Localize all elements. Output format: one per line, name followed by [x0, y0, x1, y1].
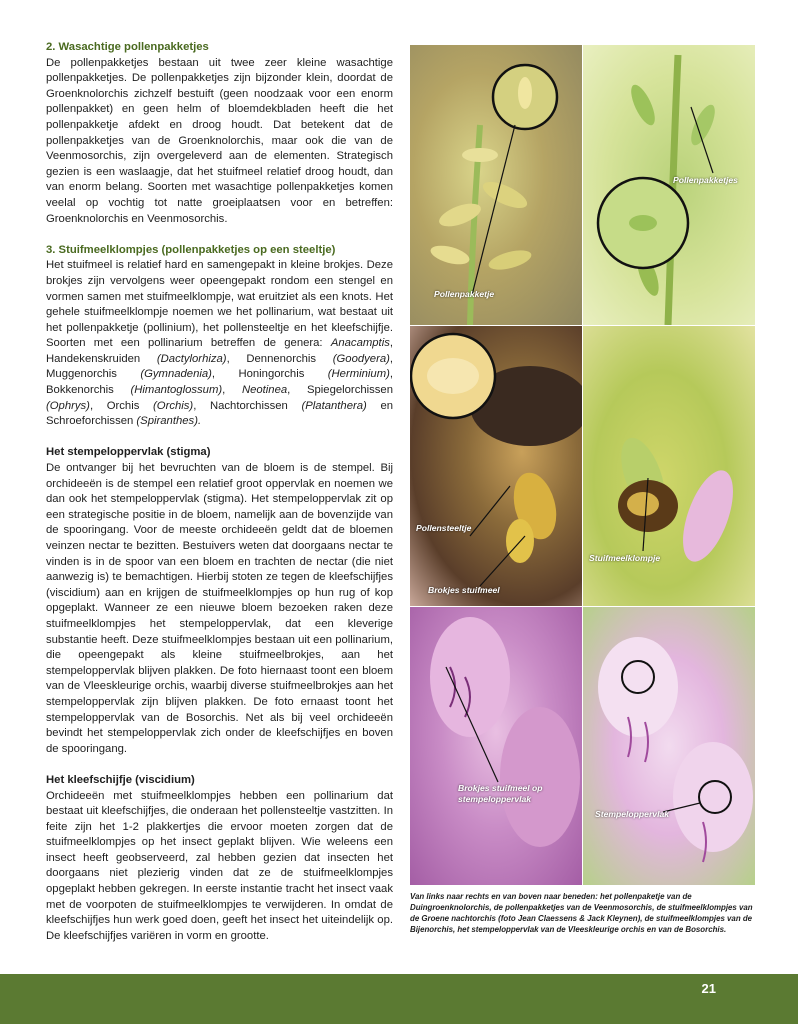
genus-platanthera: (Platanthera): [301, 399, 367, 412]
article-text-column: [46, 40, 393, 944]
label-brokjes-stuifmeel: Brokjes stuifmeel: [428, 585, 500, 595]
common-schroeforchissen: en Schroeforchissen: [46, 399, 394, 428]
page-number: 21: [701, 981, 716, 996]
label-stempeloppervlak: Stempeloppervlak: [595, 809, 670, 819]
photo-drawing: [583, 607, 755, 885]
common-dennenorchis: Dennenorchis: [246, 352, 317, 365]
common-handekenskruiden: Handekenskruiden: [46, 352, 141, 365]
photo-drawing: [583, 45, 755, 325]
section-body-wax-pollen: De pollenpakketjes bestaan uit twee zeer kleine wasachtige pollenpakketjes. De pollenpakketjes zijn bijzonder klein, doordat de Groenknolorchis zichzelf bestuift (geen noodzaak voor een enorm pollenpakket) en geen helm of bloemdekbladen heeft die het pollenpakketje afdekt en droog houdt. Dat betekent dat de pollenpakketjes van de Groenknolorchis, maar ook die van de Veenmosorchis, zijn overgeleverd aan de elementen. Strategisch gezien is een waslaagje, dat het stuifmeel relatief droog houdt, dan van enorm belang. Soorten met wasachtige pollenpakketjes komen veelal op vochtig tot natte groeiplaatsen voor en betreffen: Groenknolorchis en Veenmosorchis.: [46, 56, 393, 225]
section-heading-stigma: Het stempeloppervlak (stigma): [46, 446, 211, 459]
pollinia-intro: Het stuifmeel is relatief hard en samengepakt in kleine brokjes. Deze brokjes zijn vervolgens weer opeengepakt rondom een stengel en vormen samen met stuifmeelklompje, wat eruitziet als een knots. Het gehele stuifmeelklompje noemen we het pollinarium, wat bestaat uit het pollenpakketje (pollinium), het pollensteeltje en het kleefschijfje. Soorten met een pollinarium betreffen de genera:: [46, 259, 393, 350]
common-nachtorchissen: Nachtorchissen: [209, 399, 288, 412]
common-orchis: Orchis: [106, 399, 140, 412]
photo-vleeskleurige-orchis: [410, 607, 582, 885]
photo-duingroenknolorchis: [410, 45, 582, 325]
genus-anacamptis: Anacamptis: [330, 337, 390, 350]
photo-drawing: [410, 607, 582, 885]
photo-drawing: [410, 326, 582, 606]
section-heading-wax-pollen: 2. Wasachtige pollenpakketjes: [46, 41, 209, 53]
common-spiegelorchissen: Spiegelorchissen: [306, 384, 394, 397]
label-brokjes-op-stempel-line2: stempeloppervlak: [458, 794, 532, 804]
label-pollenpakketje: Pollenpakketje: [434, 289, 495, 299]
photo-veenmosorchis: [583, 45, 755, 325]
genus-neotinea: Neotinea: [241, 384, 288, 397]
section-body-pollinia: Het stuifmeel is relatief hard en samengepakt in kleine brokjes. Deze brokjes zijn vervolgens weer opeengepakt rondom een stengel en vormen samen met stuifmeelklompje, wat eruitziet als een knots. Het gehele stuifmeelklompje noemen we het pollinarium, wat bestaat uit het pollenpakketje (pollinium), het pollensteeltje en het kleefschijfje. Soorten met een pollinarium betreffen de genera: Anacamptis, Handekenskruiden (Dactylorhiza), Dennenorchis (Goodyera), Muggenorchis (Gymnadenia), Honingorchis (Herminium), Bokkenorchis (Himantoglossum), Neotinea, Spiegelorchissen (Ophrys), Orchis (Orchis), Nachtorchissen (Platanthera) en Schroeforchissen (Spiranthes).: [46, 259, 394, 428]
photo-groene-nachtorchis: [410, 326, 582, 606]
photo-drawing: [583, 326, 755, 606]
common-bokkenorchis: Bokkenorchis: [46, 384, 114, 397]
photo-bosorchis: [583, 607, 755, 885]
genus-ophrys: (Ophrys): [46, 399, 90, 412]
label-brokjes-op-stempel-line1: Brokjes stuifmeel op: [458, 783, 543, 793]
photo-bijenorchis: [583, 326, 755, 606]
genus-goodyera: (Goodyera): [332, 352, 390, 365]
genus-orchis: (Orchis): [153, 399, 194, 412]
photo-caption: Van links naar rechts en van boven naar beneden: het pollenpaketje van de Duingroenknolorchis, de pollenpakketjes van de Veenmosorchis, de stuifmeelklompjes van de Groene nachtorchis (foto Jean Claessens & Jack Kleynen), de stuifmeelklompjes van de Bijenorchis, het stempeloppervlak van de Vleeskleurige orchis en van de Bosorchis.: [410, 892, 753, 934]
label-stuifmeelklompje: Stuifmeelklompje: [589, 553, 661, 563]
section-heading-pollinia: 3. Stuifmeelklompjes (pollenpakketjes op een steeltje): [46, 243, 336, 256]
page-footer: [0, 974, 798, 1024]
genus-gymnadenia: (Gymnadenia): [140, 368, 212, 381]
genus-dactylorhiza: (Dactylorhiza): [156, 352, 227, 365]
section-body-viscidium: Orchideeën met stuifmeelklompjes hebben een pollinarium dat bestaat uit kleefschijfjes, die onderaan het pollensteeltje vastzitten. In feite zijn het 1-2 plakkertjes die ervoor moeten zorgen dat de stuifmeelklompjes op het insect geplakt blijven. Wie weleens een insect heeft geobserveerd, zal hebben gezien dat insecten het doorgaans niet plezierig vinden dat ze de stuifmeelklompjes opgeplakt hebben gekregen. In eerste instantie tracht het insect vaak met de voorpoten de stuifmeelklompjes te verwijderen. In omdat de kleefschijfjes hun werk goed doen, geeft het insect het uiteindelijk op. De kleefschijfjes variëren in vorm en grootte.: [46, 789, 393, 942]
label-pollenpakketjes: Pollenpakketjes: [673, 175, 738, 185]
label-pollensteeltje: Pollensteeltje: [416, 523, 472, 533]
photo-drawing: [410, 45, 582, 325]
section-body-stigma: De ontvanger bij het bevruchten van de bloem is de stempel. Bij orchideeën is de stempel een relatief groot oppervlak en noemen we dan ook het stempeloppervlak (stigma). Het stempeloppervlak zit op een strategische positie in de bloem, namelijk aan de bovenzijde van de spooringang. Voor de meeste orchideeën geldt dat de bloemen veinzen nectar te bezitten. Bestuivers weten dat doorgaans nectar te vinden is in de spoor van een bloem en trachten de nectar (die niet aanwezig is) te bemachtigen. Hierbij stoten ze tegen de kleefschijfjes (viscidium) aan en krijgen de stuifmeelklompjes op hun rug of kop opgeplakt. Wanneer ze een nieuwe bloem bezoeken raken deze stuifmeelklompjes het stempeloppervlak, dat een kleverige substantie heeft. Deze stuifmeelklompjes bestaan uit een pollinarium, die opeengepakt als kleine stuifmeelbrokjes, aan het stempeloppervlak blijven plakken. De foto hiernaast toont een bloem van de Vleeskleurige orchis, waarbij diverse stuifmeelbrokjes aan het stempeloppervlak zijn blijven plakken. De foto ernaast toont het stempeloppervlak van de Bosorchis. Net als bij veel orchideeën bevindt het stempeloppervlak zich onder de kleefschijfjes en boven de spooringang.: [46, 462, 393, 755]
genus-himantoglossum: (Himantoglossum): [130, 384, 223, 397]
common-honingorchis: Honingorchis: [238, 368, 305, 381]
section-heading-viscidium: Het kleefschijfje (viscidium): [46, 773, 195, 786]
genus-spiranthes: (Spiranthes).: [136, 415, 202, 428]
photo-grid: [410, 45, 755, 885]
genus-herminium: (Herminium): [327, 368, 390, 381]
common-muggenorchis: Muggenorchis: [46, 368, 117, 381]
